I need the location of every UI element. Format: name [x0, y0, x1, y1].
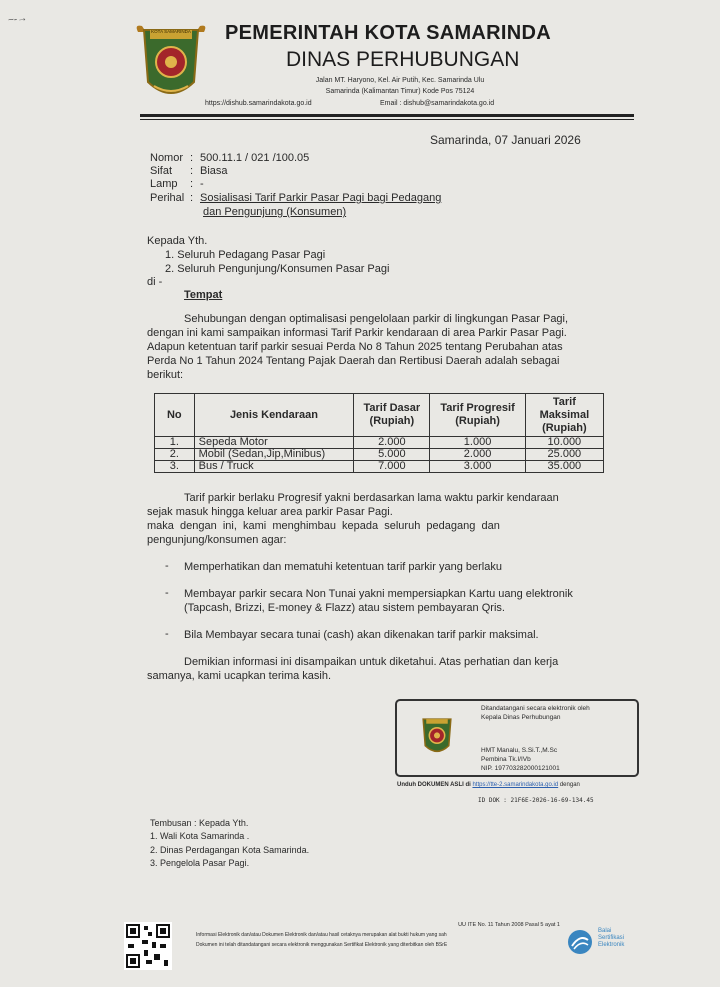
meta-perihal — [150, 192, 441, 204]
address-line-2: Samarinda (Kalimantan Timur) Kode Pos 75124 — [325, 88, 475, 95]
signed-by-text: Ditandatangani secara elektronik oleh — [481, 705, 590, 712]
lamp-value: - — [200, 178, 204, 190]
table-row — [155, 461, 604, 473]
para2-line3: maka dengan ini, kami menghimbau kepada seluruh pedagang dan — [147, 520, 500, 532]
tariff-table — [154, 393, 604, 473]
greeting: Kepada Yth. — [147, 235, 208, 247]
signer-position: Kepala Dinas Perhubungan — [481, 714, 561, 721]
table-row — [155, 437, 604, 449]
table-row — [155, 449, 604, 461]
footer-note-2: Dokumen ini telah ditandatangani secara elektronik menggunakan Sertifikat Elektronik yang diterbitkan oleh BSrE — [196, 942, 448, 948]
header-jenis: Jenis Kendaraan — [194, 394, 354, 437]
row-dasar: 2.000 — [354, 437, 430, 449]
document-id: ID DOK : 21F6E-2026-16-69-134.45 — [478, 797, 594, 804]
verify-prefix: Unduh DOKUMEN ASLI di — [397, 782, 471, 788]
bsre-label — [598, 928, 624, 949]
header-progresif-l1: Tarif Progresif — [440, 402, 515, 414]
lamp-label: Lamp — [150, 178, 178, 190]
bullet-1: Memperhatikan dan mematuhi ketentuan tarif parkir yang berlaku — [184, 561, 502, 573]
para1-line1: Sehubungan dengan optimalisasi pengelolaan parkir di lingkungan Pasar Pagi, — [184, 313, 569, 325]
header-no: No — [155, 394, 195, 437]
verify-suffix: dengan — [559, 782, 580, 788]
address-line-1: Jalan MT. Haryono, Kel. Air Putih, Kec. Samarinda Ulu — [315, 77, 485, 84]
header-divider-thick — [140, 114, 634, 117]
meta-nomor — [150, 152, 309, 164]
header-maks — [525, 394, 603, 437]
row-dasar: 5.000 — [354, 449, 430, 461]
website-link[interactable]: https://dishub.samarindakota.go.id — [205, 100, 312, 107]
verify-url-link[interactable]: https://tte-2.samarindakota.go.id — [472, 782, 559, 788]
nomor-label: Nomor — [150, 152, 184, 164]
row-no: 3. — [155, 461, 195, 473]
bullet-2-line1: Membayar parkir secara Non Tunai yakni mempersiapkan Kartu uang elektronik — [184, 588, 573, 600]
department-title: DINAS PERHUBUNGAN — [286, 48, 520, 71]
verify-line — [397, 782, 580, 788]
meta-lamp — [150, 178, 204, 190]
sifat-value: Biasa — [200, 165, 228, 177]
perihal-line2-text: dan Pengunjung (Konsumen) — [203, 206, 347, 218]
government-title: PEMERINTAH KOTA SAMARINDA — [225, 22, 552, 44]
bsre-logo-icon — [566, 928, 594, 956]
row-jenis: Sepeda Motor — [194, 437, 354, 449]
row-dasar: 7.000 — [354, 461, 430, 473]
table-header-row — [155, 394, 604, 437]
closing-line1: Demikian informasi ini disampaikan untuk diketahui. Atas perhatian dan kerja — [184, 656, 559, 668]
para1-line3: Adapun ketentuan tarif parkir sesuai Perda No 8 Tahun 2025 tentang Perubahan atas — [147, 341, 563, 353]
header-divider-thin — [140, 119, 634, 120]
para2-line4: pengunjung/konsumen agar: — [147, 534, 287, 546]
row-no: 1. — [155, 437, 195, 449]
header-dasar-l2: (Rupiah) — [369, 415, 415, 427]
e-signature-box — [395, 699, 639, 777]
signer-rank: Pembina Tk.I/IVb — [481, 756, 531, 763]
signer-name: HMT Manalu, S.Si.T.,M.Sc — [481, 747, 558, 754]
header-progresif-l2: (Rupiah) — [455, 415, 500, 427]
bullet-2-line2: (Tapcash, Brizzi, E-money & Flazz) atau sistem pembayaran Qris. — [184, 602, 505, 614]
bullet-3: Bila Membayar secara tunai (cash) akan dikenakan tarif parkir maksimal. — [184, 629, 539, 641]
header-dasar-l1: Tarif Dasar — [363, 402, 421, 414]
header-dasar — [354, 394, 430, 437]
closing-line2: samanya, kami ucapkan terima kasih. — [147, 670, 332, 682]
tembusan-title: Tembusan : Kepada Yth. — [150, 818, 249, 828]
row-jenis: Bus / Truck — [194, 461, 354, 473]
samarinda-crest-icon — [132, 22, 210, 104]
row-maks: 35.000 — [525, 461, 603, 473]
tembusan-item-2: 2. Dinas Perdagangan Kota Samarinda. — [150, 845, 310, 855]
row-jenis: Mobil (Sedan,Jip,Minibus) — [194, 449, 354, 461]
qr-code-icon[interactable] — [124, 922, 172, 970]
letter-date: Samarinda, 07 Januari 2026 — [430, 133, 581, 147]
bullet-mark: - — [165, 628, 169, 640]
footer-law: UU ITE No. 11 Tahun 2008 Pasal 5 ayat 1 — [458, 922, 560, 928]
row-progresif: 1.000 — [430, 437, 525, 449]
tembusan-item-1: 1. Wali Kota Samarinda . — [150, 831, 250, 841]
pen-scribble: ~-→ — [7, 12, 28, 27]
bsre-line-3: Elektronik — [598, 942, 625, 948]
row-no: 2. — [155, 449, 195, 461]
bullet-mark: - — [165, 587, 169, 599]
footer-note-1: Informasi Elektronik dan/atau Dokumen Elektronik dan/atau hasil cetaknya merupakan alat bukti hukum yang sah — [196, 932, 447, 938]
bullet-mark: - — [165, 560, 169, 572]
meta-sifat — [150, 165, 228, 177]
tembusan-item-3: 3. Pengelola Pasar Pagi. — [150, 858, 250, 868]
samarinda-crest-small-icon — [417, 715, 457, 757]
para1-line4: Perda No 1 Tahun 2024 Tentang Pajak Daerah dan Rertibusi Daerah adalah sebagai — [147, 355, 560, 367]
perihal-label: Perihal — [150, 192, 185, 204]
header-progresif — [430, 394, 525, 437]
para2-line2: sejak masuk hingga keluar area parkir Pasar Pagi. — [147, 506, 393, 518]
signer-nip: NIP. 197703282000121001 — [481, 765, 560, 772]
para1-line5: berikut: — [147, 369, 184, 381]
sifat-label: Sifat — [150, 165, 173, 177]
bsre-line-2: Sertifikasi — [598, 935, 625, 941]
addressee-item-2: 2. Seluruh Pengunjung/Konsumen Pasar Pagi — [165, 263, 390, 275]
row-maks: 10.000 — [525, 437, 603, 449]
addressee-item-1: 1. Seluruh Pedagang Pasar Pagi — [165, 249, 326, 261]
colon: : — [190, 165, 194, 177]
row-progresif: 3.000 — [430, 461, 525, 473]
header-maks-l1: Tarif — [552, 395, 576, 408]
crest-label: KOTA SAMARINDA — [151, 29, 191, 34]
header-maks-l3: (Rupiah) — [542, 421, 587, 434]
addressee-di: di - — [147, 276, 163, 288]
colon: : — [190, 178, 194, 190]
row-progresif: 2.000 — [430, 449, 525, 461]
colon: : — [190, 152, 194, 164]
para2-line1: Tarif parkir berlaku Progresif yakni berdasarkan lama waktu parkir kendaraan — [184, 492, 559, 504]
nomor-value: 500.11.1 / 021 /100.05 — [200, 152, 310, 164]
perihal-value-line2 — [203, 206, 346, 218]
email-link[interactable]: Email : dishub@samarindakota.go.id — [380, 100, 495, 107]
addressee-place: Tempat — [184, 289, 223, 301]
header-maks-l2: Maksimal — [539, 408, 590, 421]
bsre-line-1: Balai — [598, 928, 612, 934]
row-maks: 25.000 — [525, 449, 603, 461]
perihal-value-line1: Sosialisasi Tarif Parkir Pasar Pagi bagi Pedagang — [200, 192, 442, 204]
colon: : — [190, 192, 194, 204]
para1-line2: dengan ini kami sampaikan informasi Tarif Parkir kendaraan di area Parkir Pasar Pagi. — [147, 327, 567, 339]
